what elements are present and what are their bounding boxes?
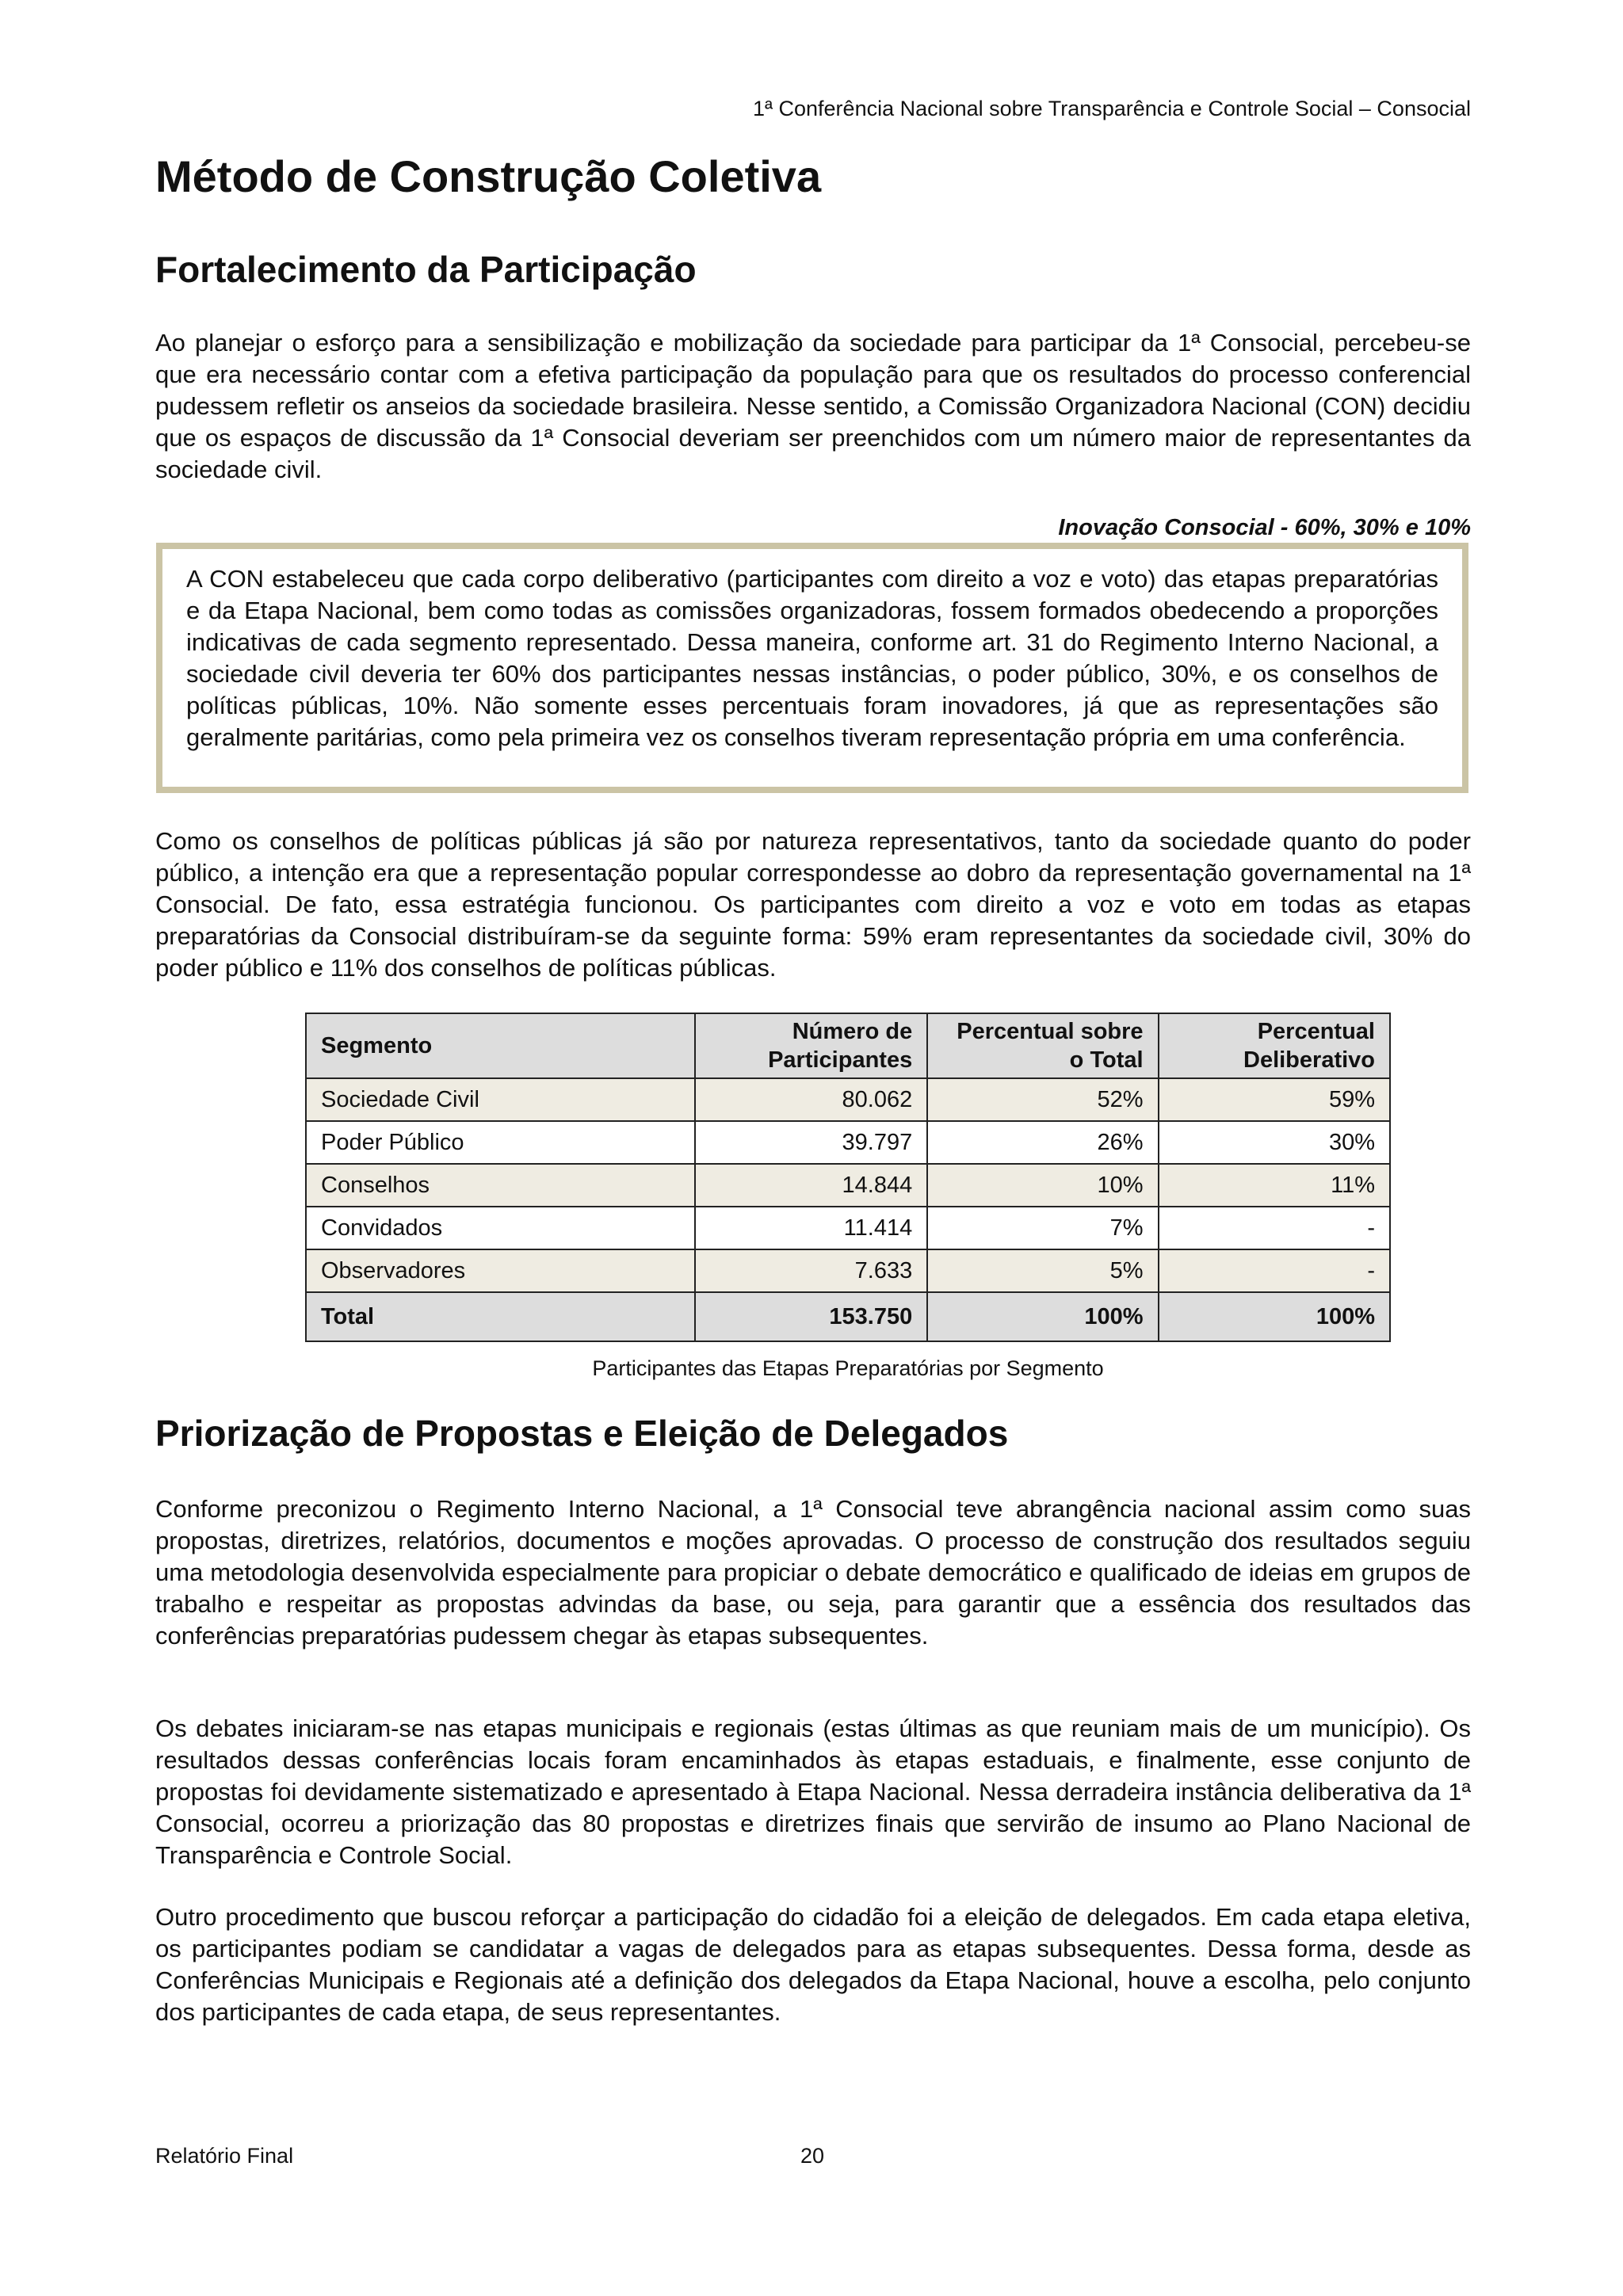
table-cell: Conselhos (306, 1164, 695, 1207)
running-header: 1ª Conferência Nacional sobre Transparência e Controle Social – Consocial (753, 97, 1471, 120)
footer-label: Relatório Final (155, 2144, 294, 2168)
table-cell: - (1159, 1207, 1390, 1249)
callout-caption: Inovação Consocial - 60%, 30% e 10% (1058, 515, 1471, 540)
column-header: Número de Participantes (695, 1013, 927, 1078)
table-cell: Convidados (306, 1207, 695, 1249)
table-row (306, 1207, 1390, 1249)
paragraph: Os debates iniciaram-se nas etapas municipais e regionais (estas últimas as que reuniam mais de um município). Os resultados dessas conferências locais foram encaminhados às etapas estaduais, e finalmente, esse conjunto de propostas foi devidamente sistematizado e apresentado à Etapa Nacional. Nessa derradeira instância deliberativa da 1ª Consocial, ocorreu a priorização das 80 propostas e diretrizes finais que servirão de insumo ao Plano Nacional de Transparência e Controle Social. (155, 1714, 1471, 1869)
table-row (306, 1078, 1390, 1121)
table-cell: - (1159, 1249, 1390, 1292)
table-cell: Sociedade Civil (306, 1078, 695, 1121)
table-cell: 11% (1159, 1164, 1390, 1207)
column-header: Percentual Deliberativo (1159, 1013, 1390, 1078)
table-cell: 52% (927, 1078, 1158, 1121)
table-cell: 80.062 (695, 1078, 927, 1121)
table-cell: 30% (1159, 1121, 1390, 1164)
table-cell: Total (306, 1292, 695, 1341)
page-number: 20 (800, 2144, 825, 2168)
table-cell: 10% (927, 1164, 1158, 1207)
table-cell: 14.844 (695, 1164, 927, 1207)
column-header: Percentual sobre o Total (927, 1013, 1158, 1078)
table-cell: 26% (927, 1121, 1158, 1164)
table-header-row (306, 1013, 1390, 1078)
section-heading-participacao: Fortalecimento da Participação (155, 249, 697, 290)
table-cell: Observadores (306, 1249, 695, 1292)
table-total-row (306, 1292, 1390, 1341)
table-cell: 100% (927, 1292, 1158, 1341)
table-row (306, 1164, 1390, 1207)
paragraph: Ao planejar o esforço para a sensibilização e mobilização da sociedade para participar da 1ª Consocial, percebeu-se que era necessário contar com a efetiva participação da população para que os resultados do processo conferencial pudessem refletir os anseios da sociedade brasileira. Nesse sentido, a Comissão Organizadora Nacional (CON) decidiu que os espaços de discussão da 1ª Consocial deveriam ser preenchidos com um número maior de representantes da sociedade civil. (155, 329, 1471, 483)
table-cell: Poder Público (306, 1121, 695, 1164)
section-heading-priorizacao: Priorização de Propostas e Eleição de Delegados (155, 1413, 1009, 1454)
table-row (306, 1249, 1390, 1292)
table-cell: 11.414 (695, 1207, 927, 1249)
segment-table (305, 1013, 1391, 1342)
table-cell: 5% (927, 1249, 1158, 1292)
table-caption: Participantes das Etapas Preparatórias por Segmento (592, 1356, 1104, 1380)
column-header: Segmento (306, 1013, 695, 1078)
page-title: Método de Construção Coletiva (155, 151, 822, 201)
table-cell: 7.633 (695, 1249, 927, 1292)
table-cell: 7% (927, 1207, 1158, 1249)
table-cell: 153.750 (695, 1292, 927, 1341)
callout-text: A CON estabeleceu que cada corpo deliberativo (participantes com direito a voz e voto) das etapas preparatórias e da Etapa Nacional, bem como todas as comissões organizadoras, fossem formados obedecendo a proporções indicativas de cada segmento representado. Dessa maneira, conforme art. 31 do Regimento Interno Nacional, a sociedade civil deveria ter 60% dos participantes nessas instâncias, o poder público, 30%, e os conselhos de políticas públicas, 10%. Não somente esses percentuais foram inovadores, já que as representações são geralmente paritárias, como pela primeira vez os conselhos tiveram representação própria em uma conferência. (186, 565, 1438, 751)
table-row (306, 1121, 1390, 1164)
paragraph: Outro procedimento que buscou reforçar a participação do cidadão foi a eleição de delegados. Em cada etapa eletiva, os participantes podiam se candidatar a vagas de delegados para as etapas subsequentes. Dessa forma, desde as Conferências Municipais e Regionais até a definição dos delegados da Etapa Nacional, houve a escolha, pelo conjunto dos participantes de cada etapa, de seus representantes. (155, 1903, 1471, 2026)
callout-box (156, 543, 1468, 793)
paragraph: Conforme preconizou o Regimento Interno Nacional, a 1ª Consocial teve abrangência nacional assim como suas propostas, diretrizes, relatórios, documentos e moções aprovadas. O processo de construção dos resultados seguiu uma metodologia desenvolvida especialmente para propiciar o debate democrático e qualificado de ideias em grupos de trabalho e respeitar as propostas advindas da base, ou seja, para garantir que a essência dos resultados das conferências preparatórias pudessem chegar às etapas subsequentes. (155, 1495, 1471, 1650)
table-cell: 39.797 (695, 1121, 927, 1164)
table-cell: 59% (1159, 1078, 1390, 1121)
paragraph: Como os conselhos de políticas públicas já são por natureza representativos, tanto da sociedade quanto do poder público, a intenção era que a representação popular correspondesse ao dobro da representação governamental na 1ª Consocial. De fato, essa estratégia funcionou. Os participantes com direito a voz e voto em todas as etapas preparatórias da Consocial distribuíram-se da seguinte forma: 59% eram representantes da sociedade civil, 30% do poder público e 11% dos conselhos de políticas públicas. (155, 827, 1471, 982)
table-cell: 100% (1159, 1292, 1390, 1341)
